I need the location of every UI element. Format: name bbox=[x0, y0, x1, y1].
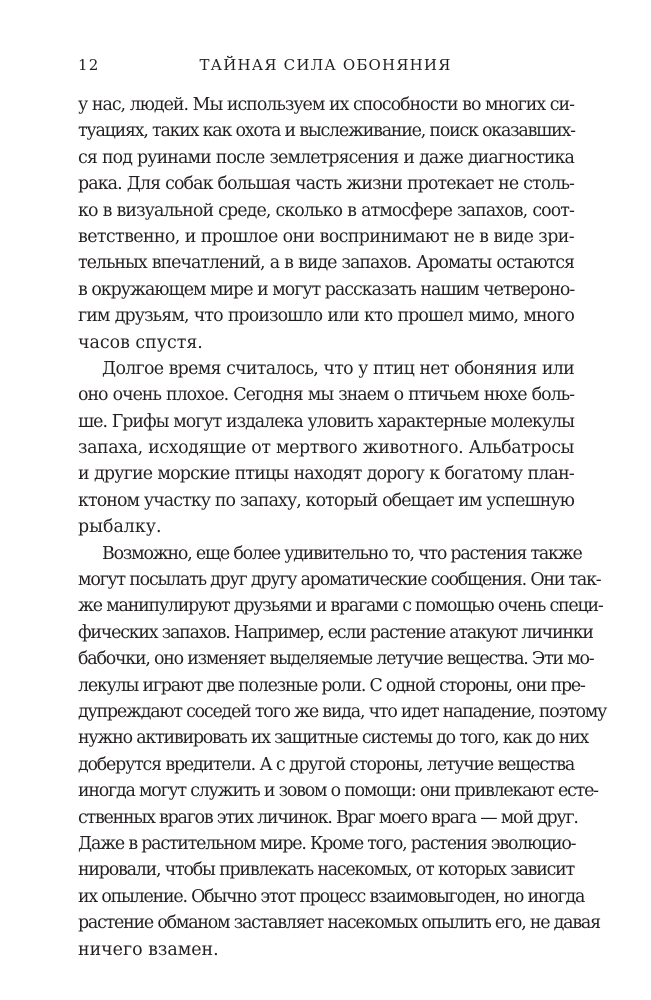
text-line: ко в визуальной среде, сколько в атмосфере запахов, соот- bbox=[78, 200, 574, 221]
text-line: ся под руинами после землетрясения и даже диагностика bbox=[78, 147, 574, 168]
text-line: доберутся вредители. А с другой стороны, летучие вещества bbox=[78, 754, 574, 775]
text-line: дупреждают соседей того же вида, что идет нападение, поэтому bbox=[78, 701, 607, 722]
text-line: нировали, чтобы привлекать насекомых, от которых зависит bbox=[78, 860, 574, 881]
text-line: фических запахов. Например, если растение атакуют личинки bbox=[78, 622, 593, 643]
text-line: ственных врагов этих личинок. Враг моего врага — мой друг. bbox=[78, 807, 578, 828]
text-line: у нас, людей. Мы используем их способности во многих си- bbox=[78, 95, 574, 115]
running-head bbox=[78, 56, 573, 80]
paragraph-1 bbox=[78, 92, 574, 356]
text-line: в окружающем мире и могут рассказать нашим четвероно- bbox=[78, 279, 575, 300]
text-line: рака. Для собак большая часть жизни протекает не столь- bbox=[78, 174, 574, 195]
text-line: Долгое время считалось, что у птиц нет обоняния или bbox=[102, 358, 574, 379]
text-line: растение обманом заставляет насекомых опылить его, не давая bbox=[78, 913, 600, 934]
text-line: их опыление. Обычно этот процесс взаимовыгоден, но иногда bbox=[78, 886, 585, 907]
text-line: ничего взамен. bbox=[78, 939, 219, 960]
text-line: часов спустя. bbox=[78, 332, 203, 353]
text-line: рыбалку. bbox=[78, 517, 162, 538]
text-line: бабочки, оно изменяет выделяемые летучие вещества. Эти мо- bbox=[78, 649, 594, 670]
text-line: Возможно, еще более удивительно то, что растения также bbox=[102, 543, 582, 564]
page-number: 12 bbox=[78, 56, 100, 74]
text-line: же манипулируют друзьями и врагами с помощью очень специ- bbox=[78, 596, 603, 617]
text-line: могут посылать друг другу ароматические сообщения. Они так- bbox=[78, 570, 601, 591]
text-line: иногда могут служить и зовом о помощи: они привлекают есте- bbox=[78, 781, 598, 802]
text-line: лекулы играют две полезные роли. С одной стороны, они пре- bbox=[78, 675, 585, 696]
running-title: ТАЙНАЯ СИЛА ОБОНЯНИЯ bbox=[199, 56, 452, 74]
paragraph-2 bbox=[78, 356, 574, 541]
text-line: ше. Грифы могут издалека уловить характерные молекулы bbox=[78, 411, 574, 432]
text-line: туациях, таких как охота и выслеживание, поиск оказавших- bbox=[78, 121, 575, 142]
text-line: ветственно, и прошлое они воспринимают не в виде зри- bbox=[78, 226, 574, 247]
text-line: Даже в растительном мире. Кроме того, растения эволюцио- bbox=[78, 833, 576, 854]
text-line: ктоном участку по запаху, который обещает им успешную bbox=[78, 490, 574, 511]
text-line: тельных впечатлений, а в виде запахов. Ароматы остаются bbox=[78, 253, 574, 274]
text-line: нужно активировать их защитные системы до того, как до них bbox=[78, 728, 589, 749]
body-text bbox=[78, 92, 607, 963]
text-line: запаха, исходящие от мертвого животного. Альбатросы bbox=[78, 438, 574, 459]
text-line: и другие морские птицы находят дорогу к богатому план- bbox=[78, 464, 574, 485]
text-line: гим друзьям, что произошло или кто прошел мимо, много bbox=[78, 306, 574, 327]
text-line: оно очень плохое. Сегодня мы знаем о птичьем нюхе боль- bbox=[78, 385, 574, 406]
paragraph-3 bbox=[78, 541, 607, 963]
